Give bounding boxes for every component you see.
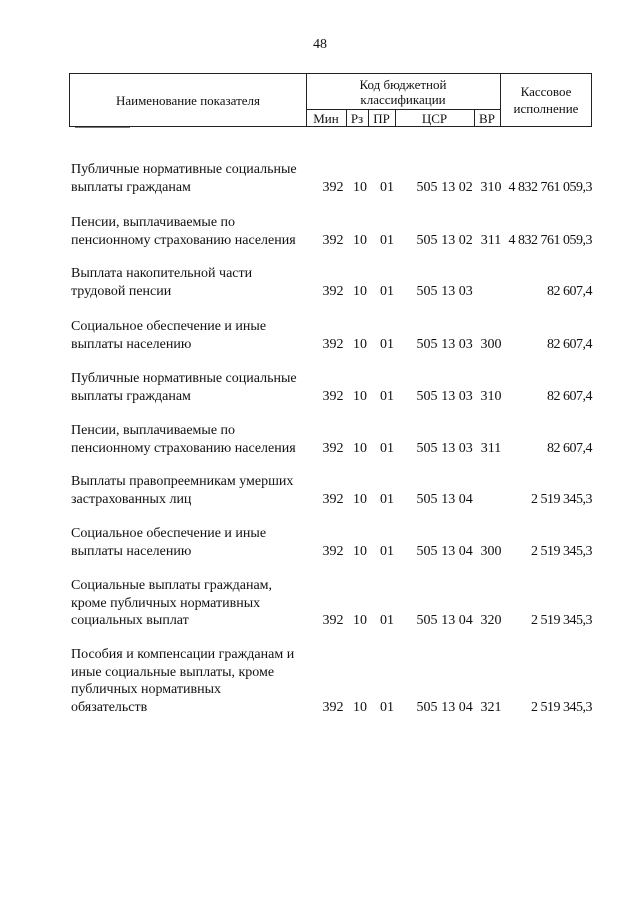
- row-name-line: застрахованных лиц: [71, 491, 192, 507]
- header-divider: [500, 74, 501, 126]
- row-rz: 10: [353, 613, 367, 628]
- header-amount-line2: исполнение: [513, 101, 579, 116]
- row-csr-part1: 505: [416, 283, 438, 299]
- row-min: 392: [322, 491, 344, 507]
- row-name-line: Социальные выплаты гражданам,: [71, 578, 273, 593]
- row-csr-part2: 13 02: [441, 232, 473, 248]
- header-code-group-line1: Код бюджетной: [359, 77, 447, 92]
- row-name-line: Выплата накопительной части: [71, 266, 253, 281]
- row-name: [71, 646, 321, 716]
- row-name: [71, 525, 321, 560]
- row-name-line: Выплаты правопреемникам умерших: [71, 474, 294, 489]
- row-csr-part1: 505: [416, 699, 438, 715]
- header-name-col: Наименование показателя: [115, 93, 261, 108]
- row-amount: 82 607,4: [547, 388, 592, 404]
- row-rz: 10: [353, 440, 367, 456]
- row-min: 392: [322, 232, 344, 248]
- header-rz: Рз: [350, 111, 364, 126]
- row-rz: 10: [353, 232, 367, 248]
- row-vr: 300: [480, 543, 502, 559]
- row-name-line: обязательств: [71, 699, 148, 715]
- header-min: Мин: [313, 111, 339, 126]
- row-name-line: трудовой пенсии: [71, 283, 172, 299]
- row-amount: 82 607,4: [547, 336, 592, 352]
- row-name-line: Пенсии, выплачиваемые по: [71, 423, 236, 438]
- row-amount: 4 832 761 059,3: [508, 232, 592, 248]
- row-name-line: иные социальные выплаты, кроме: [71, 664, 275, 680]
- row-csr-part2: 13 04: [441, 543, 473, 559]
- row-min: 392: [322, 283, 344, 299]
- row-csr-part2: 13 04: [441, 613, 473, 628]
- row-vr: 311: [480, 232, 502, 248]
- row-amount: 4 832 761 059,3: [508, 179, 592, 195]
- row-name: [71, 370, 321, 405]
- row-name-line: пенсионному страхованию населения: [71, 232, 296, 248]
- row-amount: 2 519 345,3: [531, 699, 592, 715]
- row-amount: 2 519 345,3: [531, 543, 592, 559]
- row-name-line: Социальное обеспечение и иные: [71, 319, 267, 334]
- row-rz: 10: [353, 491, 367, 507]
- row-rz: 10: [353, 283, 367, 299]
- row-name-line: выплаты населению: [71, 543, 192, 559]
- row-name-line: Пенсии, выплачиваемые по: [71, 215, 236, 230]
- row-csr-part1: 505: [416, 388, 438, 404]
- header-code-group-line2: классификации: [360, 92, 446, 107]
- row-name: [71, 318, 321, 353]
- row-pr: 01: [380, 491, 394, 507]
- row-csr-part2: 13 04: [441, 491, 473, 507]
- row-name: [71, 265, 321, 300]
- row-min: 392: [322, 336, 344, 352]
- row-name-line: выплаты населению: [71, 336, 192, 352]
- row-csr-part1: 505: [416, 232, 438, 248]
- header-csr: ЦСР: [421, 111, 448, 126]
- row-pr: 01: [380, 440, 394, 456]
- row-csr-part1: 505: [416, 179, 438, 195]
- row-csr-part2: 13 03: [441, 440, 473, 456]
- row-min: 392: [322, 440, 344, 456]
- row-name: [71, 161, 321, 196]
- row-rz: 10: [353, 179, 367, 195]
- row-pr: 01: [380, 336, 394, 352]
- row-rz: 10: [353, 699, 367, 715]
- row-name: [71, 422, 321, 457]
- row-csr-part1: 505: [416, 440, 438, 456]
- header-pr: ПР: [373, 111, 390, 126]
- row-vr: 320: [480, 613, 502, 628]
- row-min: 392: [322, 388, 344, 404]
- row-name-line: пенсионному страхованию населения: [71, 440, 296, 456]
- header-vr: ВР: [479, 111, 495, 126]
- row-name: [71, 577, 321, 630]
- page-number: 48: [313, 37, 327, 52]
- row-name: [71, 214, 321, 249]
- row-amount: 2 519 345,3: [531, 613, 592, 628]
- row-csr-part1: 505: [416, 491, 438, 507]
- row-name: [71, 473, 321, 508]
- row-name-line: Публичные нормативные социальные: [71, 371, 297, 386]
- row-min: 392: [322, 179, 344, 195]
- row-csr-part2: 13 03: [441, 388, 473, 404]
- row-pr: 01: [380, 232, 394, 248]
- row-pr: 01: [380, 179, 394, 195]
- row-min: 392: [322, 543, 344, 559]
- row-pr: 01: [380, 613, 394, 628]
- row-min: 392: [322, 613, 344, 628]
- row-csr-part2: 13 03: [441, 283, 473, 299]
- row-csr-part2: 13 02: [441, 179, 473, 195]
- header-underline: [75, 127, 130, 128]
- row-vr: 300: [480, 336, 502, 352]
- row-name-line: кроме публичных нормативных: [71, 595, 261, 611]
- row-vr: 310: [480, 388, 502, 404]
- row-csr-part2: 13 03: [441, 336, 473, 352]
- row-pr: 01: [380, 543, 394, 559]
- row-vr: 321: [480, 699, 502, 715]
- row-amount: 82 607,4: [547, 283, 592, 299]
- row-vr: 310: [480, 179, 502, 195]
- row-min: 392: [322, 699, 344, 715]
- header-amount-line1: Кассовое: [520, 84, 572, 99]
- row-amount: 82 607,4: [547, 440, 592, 456]
- row-csr-part1: 505: [416, 613, 438, 628]
- table-header: [69, 73, 592, 127]
- row-pr: 01: [380, 283, 394, 299]
- row-vr: 311: [480, 440, 502, 456]
- row-name-line: выплаты гражданам: [71, 388, 191, 404]
- row-name-line: публичных нормативных: [71, 682, 222, 697]
- row-csr-part2: 13 04: [441, 699, 473, 715]
- row-rz: 10: [353, 388, 367, 404]
- row-pr: 01: [380, 699, 394, 715]
- row-rz: 10: [353, 336, 367, 352]
- row-pr: 01: [380, 388, 394, 404]
- row-csr-part1: 505: [416, 543, 438, 559]
- row-name-line: Публичные нормативные социальные: [71, 162, 297, 177]
- row-amount: 2 519 345,3: [531, 491, 592, 507]
- header-divider: [306, 109, 500, 110]
- row-name-line: выплаты гражданам: [71, 179, 191, 195]
- row-name-line: социальных выплат: [71, 613, 189, 628]
- row-rz: 10: [353, 543, 367, 559]
- row-name-line: Пособия и компенсации гражданам и: [71, 647, 295, 662]
- row-name-line: Социальное обеспечение и иные: [71, 526, 267, 541]
- row-csr-part1: 505: [416, 336, 438, 352]
